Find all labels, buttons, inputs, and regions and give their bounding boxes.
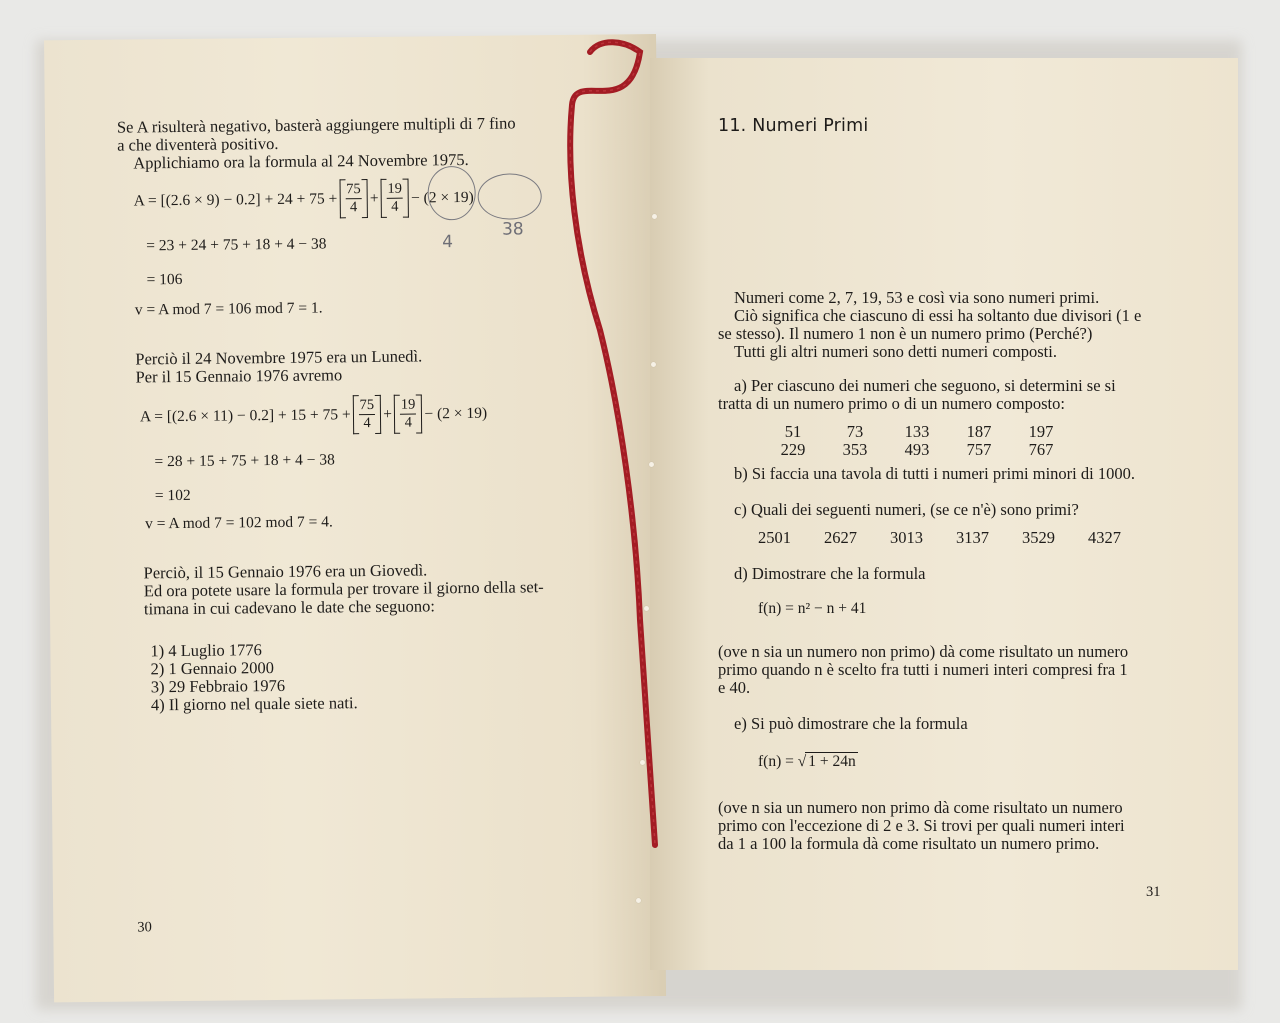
text-line: Ciò significa che ciascuno di essi ha soltanto due divisori (1 e (734, 306, 1142, 325)
text-line: timana in cui cadevano le date che seguono: (143, 596, 436, 619)
number-cell: 757 (966, 440, 992, 459)
equation-lhs: A = [(2.6 × 9) − 0.2] + 24 + 75 + (133, 189, 338, 209)
fraction-numerator: 19 (400, 397, 417, 415)
fraction-numerator: 75 (345, 181, 362, 199)
exercise-d: d) Dimostrare che la formula (734, 564, 926, 583)
text-line: se stesso). Il numero 1 non è un numero primo (Perché?) (718, 324, 1093, 343)
plus-sign: + (383, 405, 393, 423)
number-cell: 133 (904, 422, 930, 441)
text-line: e 40. (718, 678, 751, 697)
fraction-numerator: 19 (386, 181, 403, 199)
number-cell: 3529 (1022, 528, 1055, 547)
equation-step: = 106 (146, 270, 183, 289)
fraction-denominator: 4 (363, 415, 371, 432)
number-cell: 2627 (824, 528, 857, 547)
equation-step: = 23 + 24 + 75 + 18 + 4 − 38 (146, 235, 327, 255)
text-line: primo con l'eccezione di 2 e 3. Si trovi per quali numeri interi (718, 816, 1125, 835)
page-number: 31 (1146, 884, 1161, 900)
chapter-title: 11. Numeri Primi (718, 116, 869, 136)
fraction-denominator: 4 (349, 199, 358, 216)
number-cell: 3013 (890, 528, 923, 547)
fraction-denominator: 4 (404, 414, 412, 431)
exercise-e: e) Si può dimostrare che la formula (734, 714, 968, 733)
text-line: Perciò, il 15 Gennaio 1976 era un Giovedì. (143, 560, 428, 583)
equation-step: = 28 + 15 + 75 + 18 + 4 − 38 (154, 451, 335, 471)
number-cell: 767 (1028, 440, 1054, 459)
text-line: Ed ora potete usare la formula per trovare il giorno della set- (143, 577, 544, 601)
equation-step: v = A mod 7 = 106 mod 7 = 1. (134, 299, 323, 319)
text-line: Numeri come 2, 7, 19, 53 e così via sono numeri primi. (734, 288, 1100, 307)
fraction-denominator: 4 (391, 198, 399, 215)
number-cell: 197 (1028, 422, 1054, 441)
number-cell: 187 (966, 422, 992, 441)
number-cell: 353 (842, 440, 868, 459)
fraction-numerator: 75 (359, 397, 376, 415)
text-line: Applichiamo ora la formula al 24 Novembre 1975. (133, 149, 469, 173)
equation-tail: − (2 × 19) (424, 404, 488, 422)
exercise-b: b) Si faccia una tavola di tutti i numeri primi minori di 1000. (734, 464, 1135, 483)
plus-sign: + (369, 189, 379, 207)
number-cell: 3137 (956, 528, 989, 547)
handwritten-note: 38 (501, 219, 524, 240)
handwritten-note: 4 (442, 232, 454, 253)
equation-lhs: A = [(2.6 × 11) − 0.2] + 15 + 75 + (139, 405, 351, 425)
text-line: (ove n sia un numero non primo) dà come risultato un numero (718, 642, 1129, 661)
formula: f(n) = n² − n + 41 (758, 600, 867, 617)
text-line: da 1 a 100 la formula dà come risultato un numero primo. (718, 834, 1100, 853)
equation-step: v = A mod 7 = 102 mod 7 = 4. (145, 513, 333, 533)
text-line: a che diventerà positivo. (117, 133, 279, 155)
radicand: 1 + 24n (805, 752, 858, 771)
formula-lhs: f(n) = √ (758, 753, 807, 770)
text-line: Se A risulterà negativo, basterà aggiungere multipli di 7 fino (116, 113, 516, 137)
text-line: primo quando n è scelto fra tutti i numeri interi compresi fra 1 (718, 660, 1128, 679)
number-cell: 2501 (758, 528, 791, 547)
number-cell: 493 (904, 440, 930, 459)
list-item: 4) Il giorno nel quale siete nati. (150, 693, 358, 715)
list-item: 1) 4 Luglio 1776 (150, 640, 262, 661)
exercise-a: a) Per ciascuno dei numeri che seguono, si determini se si (734, 376, 1116, 395)
equation-step: = 102 (154, 486, 191, 505)
number-cell: 51 (784, 422, 802, 441)
list-item: 2) 1 Gennaio 2000 (150, 658, 274, 679)
number-cell: 229 (780, 440, 806, 459)
text-line: Perciò il 24 Novembre 1975 era un Lunedì. (135, 346, 423, 369)
text-line: Per il 15 Gennaio 1976 avremo (135, 365, 343, 387)
number-cell: 73 (846, 422, 864, 441)
equation-tail: − (2 × 19) (410, 188, 474, 207)
page-number: 30 (137, 919, 152, 936)
text-line: tratta di un numero primo o di un numero composto: (718, 394, 1065, 413)
list-item: 3) 29 Febbraio 1976 (150, 675, 286, 697)
text-line: Tutti gli altri numeri sono detti numeri composti. (734, 342, 1057, 361)
text-line: (ove n sia un numero non primo dà come risultato un numero (718, 798, 1123, 817)
exercise-c: c) Quali dei seguenti numeri, (se ce n'è) sono primi? (734, 500, 1079, 519)
number-cell: 4327 (1088, 528, 1121, 547)
